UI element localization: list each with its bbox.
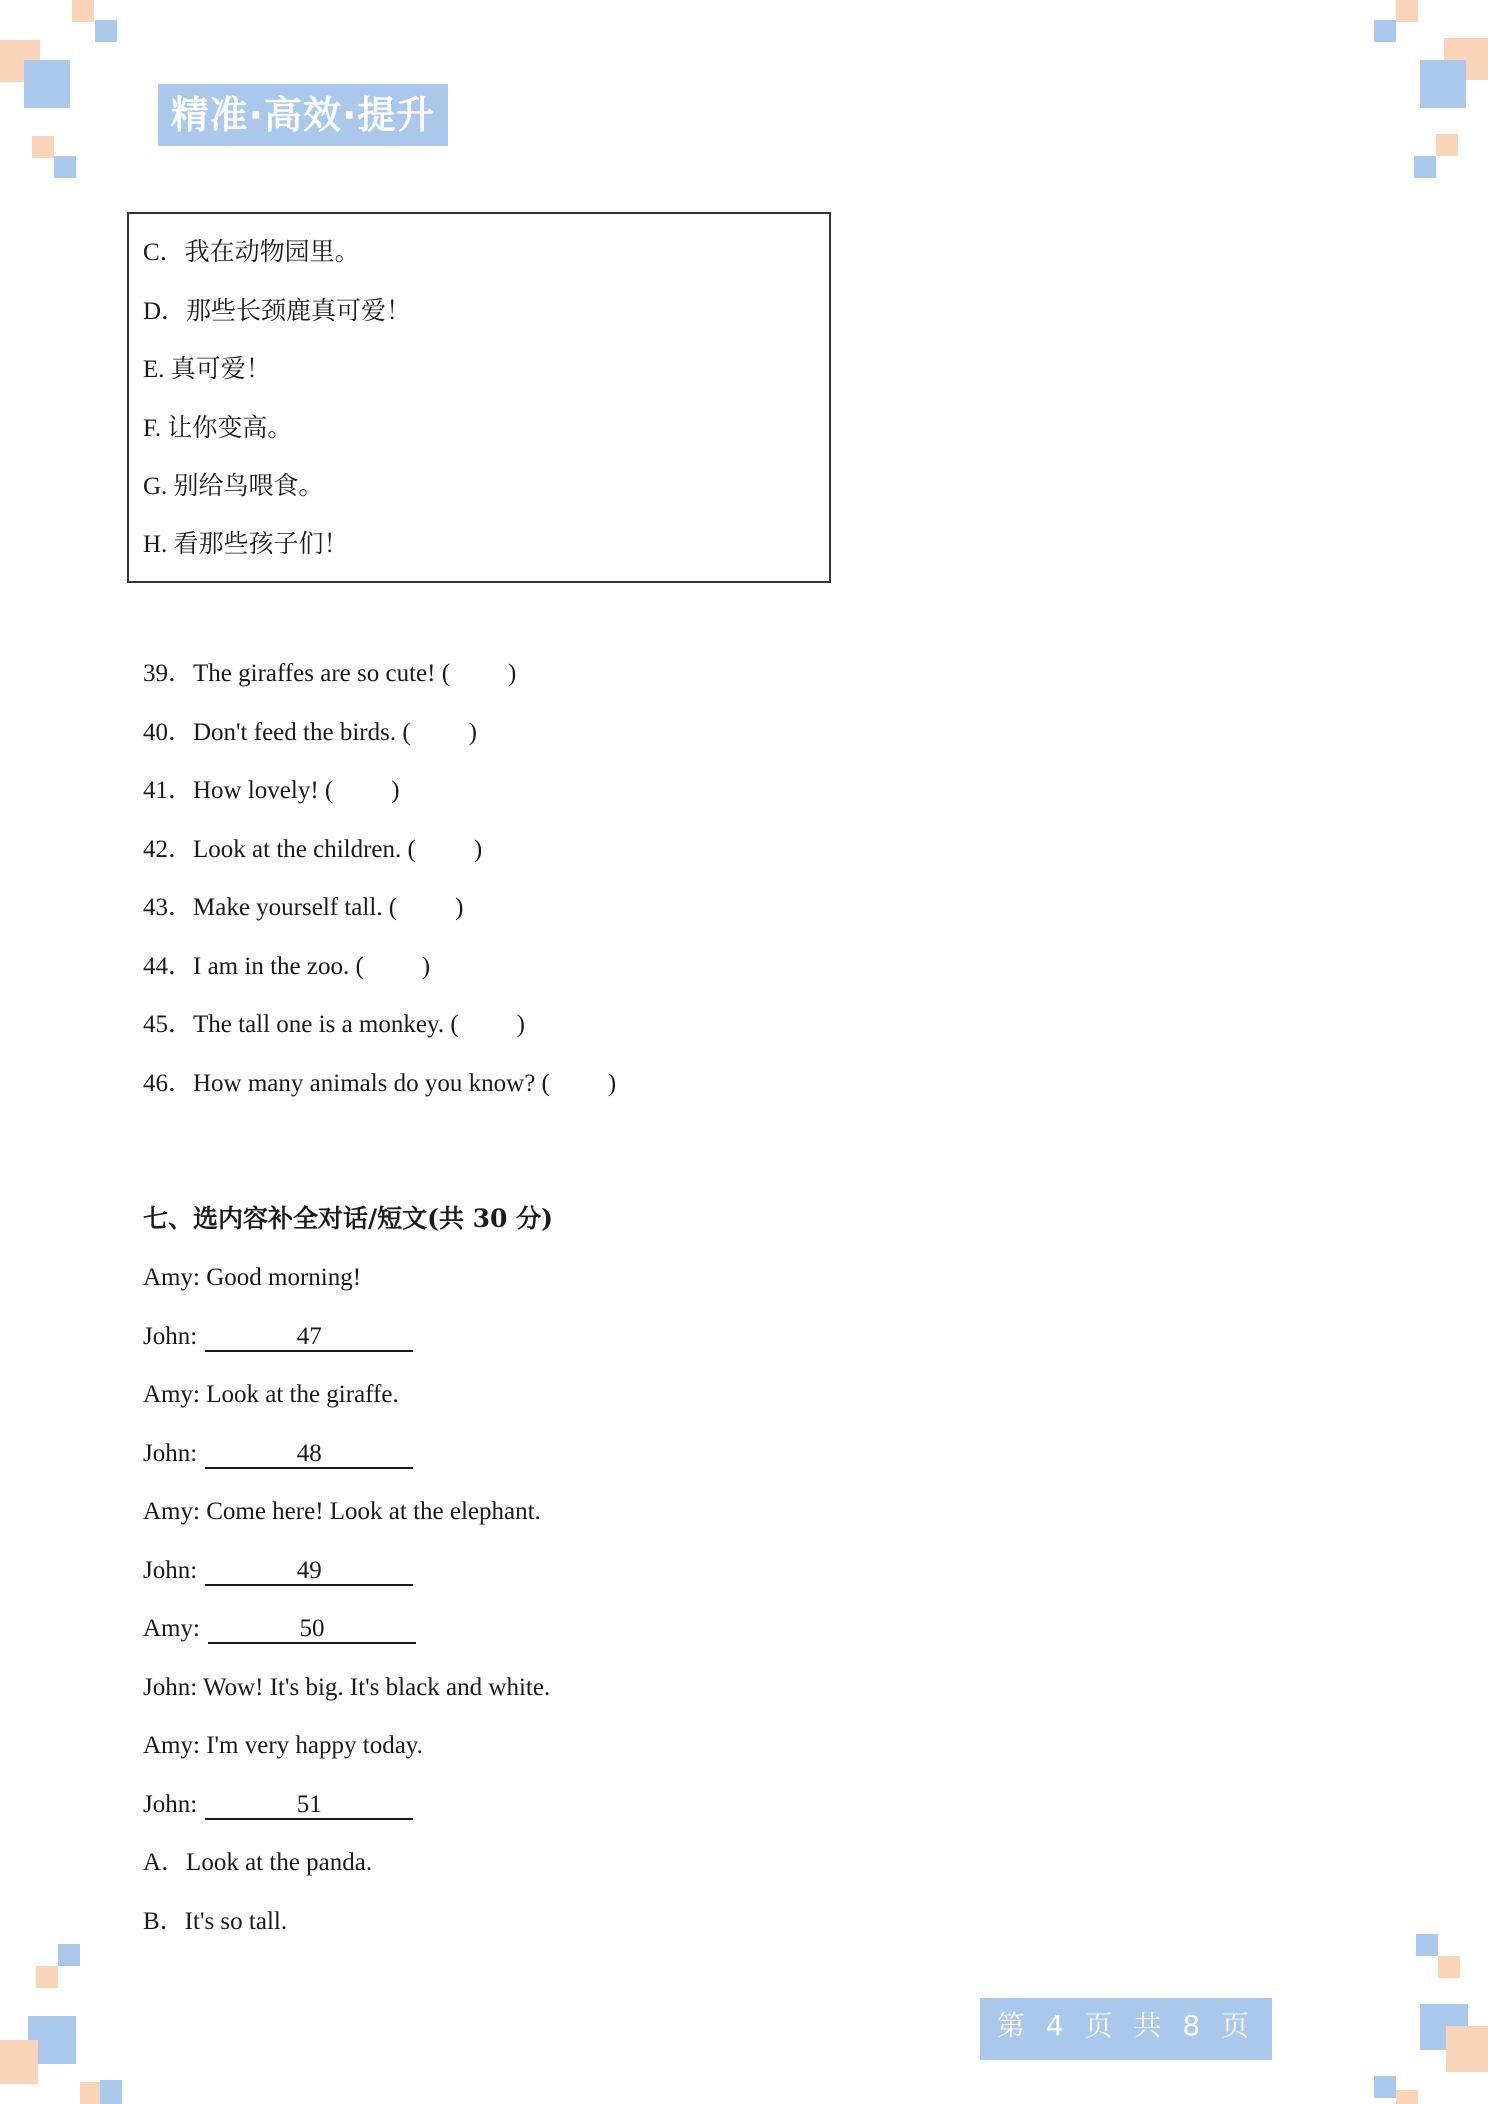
speaker: John: [143,1557,198,1584]
speaker: Amy: [143,1732,200,1759]
speaker: John: [143,1674,198,1701]
question-42 [143,834,482,866]
close-paren: ) [508,660,517,687]
header-banner: 精准·高效·提升 [158,84,448,146]
section-title: 七、选内容补全对话/短文(共 30 分) [143,1204,553,1233]
question-text: 41．How lovely! ( [143,777,334,804]
fill-blank-48[interactable]: 48 [205,1441,413,1469]
close-paren: ) [473,836,483,863]
dialogue-line-5 [143,1496,541,1528]
line-text: Come here! Look at the elephant. [199,1498,541,1525]
speaker: Amy: [143,1498,200,1525]
option-c: C．我在动物园里。 [143,239,360,266]
question-text: 46．How many animals do you know? ( [143,1070,550,1097]
fill-blank-51[interactable]: 51 [205,1792,413,1820]
speaker: John: [143,1323,198,1350]
option-h: H. 看那些孩子们！ [143,531,349,558]
close-paren: ) [421,953,431,980]
dialogue-line-9 [143,1730,423,1762]
question-45 [143,1009,525,1041]
question-text: 39．The giraffes are so cute! ( [143,660,451,687]
question-43 [143,892,463,924]
line-text: Good morning! [199,1264,362,1291]
speaker: John: [143,1440,198,1467]
close-paren: ) [516,1011,525,1038]
question-text: 40．Don't feed the birds. ( [143,719,411,746]
line-text: I'm very happy today. [199,1732,423,1759]
close-paren: ) [391,777,400,804]
line-text: Look at the giraffe. [199,1381,399,1408]
dialogue-line-7 [143,1613,416,1645]
line-text: Wow! It's big. It's black and white. [197,1674,551,1701]
speaker: Amy: [143,1264,200,1291]
choice-b: B．It's so tall. [143,1908,288,1935]
fill-blank-47[interactable]: 47 [205,1324,413,1352]
dialogue-line-1 [143,1262,361,1294]
dialogue-line-2 [143,1321,413,1353]
question-text: 43．Make yourself tall. ( [143,894,398,921]
option-f: F. 让你变高。 [143,415,293,442]
speaker: John: [143,1791,198,1818]
option-e: E. 真可爱！ [143,356,271,383]
close-paren: ) [607,1070,617,1097]
fill-blank-49[interactable]: 49 [205,1558,413,1586]
question-text: 42．Look at the children. ( [143,836,416,863]
question-46 [143,1068,616,1100]
dialogue-line-3 [143,1379,399,1411]
page-number: 第 4 页 共 8 页 [980,1998,1272,2060]
speaker: Amy: [143,1381,200,1408]
question-40 [143,717,477,749]
question-text: 45．The tall one is a monkey. ( [143,1011,459,1038]
speaker: Amy: [143,1615,200,1642]
question-text: 44．I am in the zoo. ( [143,953,364,980]
dialogue-line-8 [143,1672,550,1704]
dialogue-line-10 [143,1789,413,1821]
question-41 [143,775,400,807]
close-paren: ) [468,719,477,746]
question-39 [143,658,516,690]
option-d: D．那些长颈鹿真可爱！ [143,298,412,325]
fill-blank-50[interactable]: 50 [208,1616,416,1644]
close-paren: ) [455,894,464,921]
question-44 [143,951,430,983]
choice-a: A．Look at the panda. [143,1849,373,1876]
dialogue-line-4 [143,1438,413,1470]
dialogue-line-6 [143,1555,413,1587]
option-g: G. 别给鸟喂食。 [143,473,324,500]
